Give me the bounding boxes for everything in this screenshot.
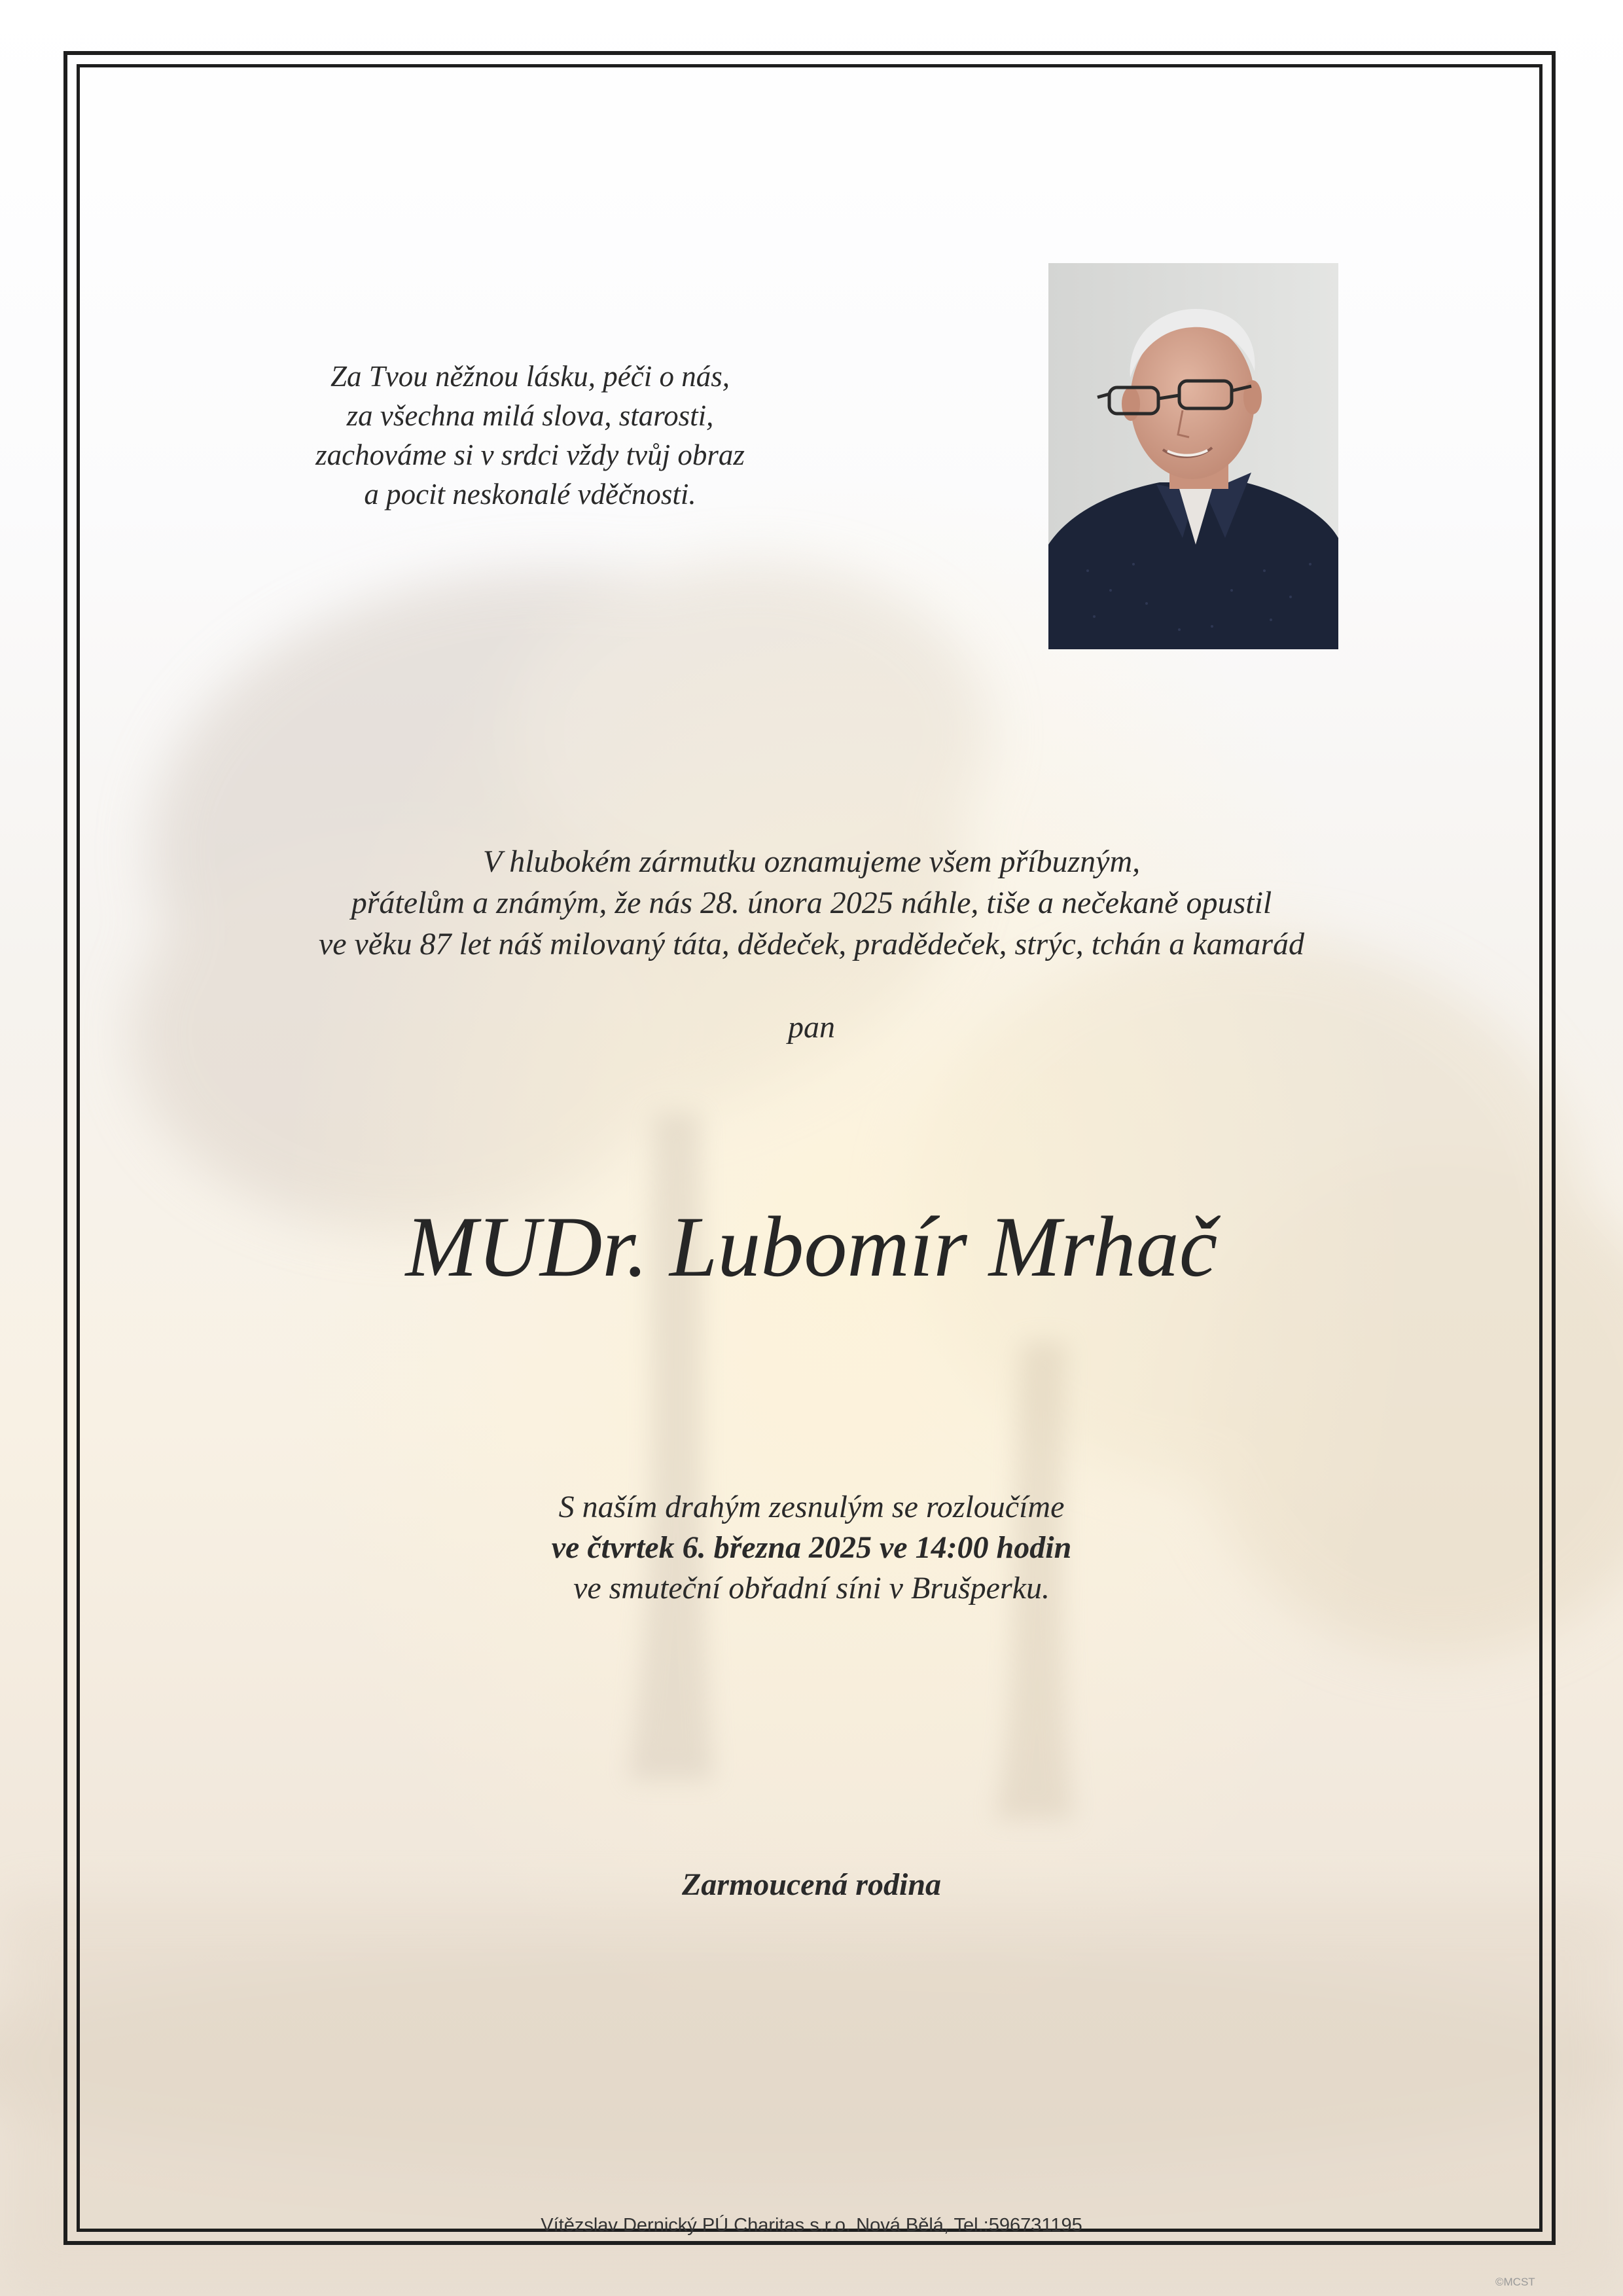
funeral-service-footer: Vítězslav Dernický PÚ Charitas s.r.o. Nová Bělá, Tel.:596731195 bbox=[541, 2215, 1082, 2236]
farewell-date-time: ve čtvrtek 6. března 2025 ve 14:00 hodin bbox=[551, 1530, 1072, 1565]
poem-line: za všechna milá slova, starosti, bbox=[346, 399, 714, 432]
poem-line: Za Tvou něžnou lásku, péči o nás, bbox=[330, 360, 730, 393]
farewell-intro: S naším drahým zesnulým se rozloučíme bbox=[558, 1490, 1065, 1524]
poem-line: a pocit neskonalé vděčnosti. bbox=[364, 478, 696, 511]
poem-line: zachováme si v srdci vždy tvůj obraz bbox=[315, 439, 745, 471]
memorial-poem bbox=[216, 357, 844, 514]
announcement-line: ve věku 87 let náš milovaný táta, dědeček, pradědeček, strýc, tchán a kamarád bbox=[318, 927, 1305, 961]
family-signature: Zarmoucená rodina bbox=[681, 1867, 942, 1902]
copyright-mark: ©MCST bbox=[1495, 2276, 1535, 2288]
farewell-location: ve smuteční obřadní síni v Brušperku. bbox=[573, 1571, 1050, 1605]
death-announcement bbox=[157, 841, 1466, 965]
portrait-photo bbox=[1048, 263, 1338, 649]
salutation: pan bbox=[788, 1010, 835, 1045]
announcement-line: přátelům a známým, že nás 28. února 2025 náhle, tiše a nečekaně opustil bbox=[351, 886, 1272, 920]
farewell-details bbox=[288, 1487, 1335, 1609]
deceased-name: MUDr. Lubomír Mrhač bbox=[405, 1198, 1218, 1295]
announcement-line: V hlubokém zármutku oznamujeme všem příbuzným, bbox=[482, 844, 1141, 879]
